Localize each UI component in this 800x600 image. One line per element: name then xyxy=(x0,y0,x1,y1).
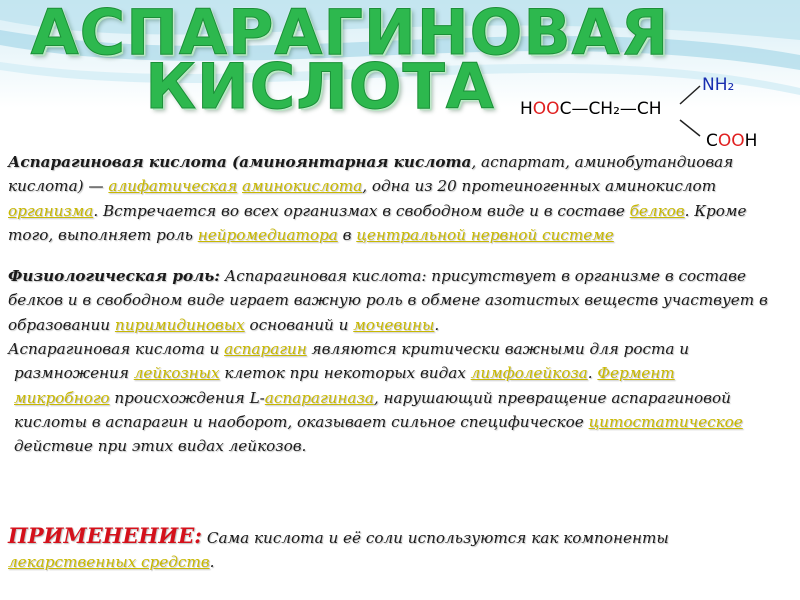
text: Сама кислота и её соли используются как компоненты xyxy=(202,529,669,547)
link-lympholeukemia[interactable]: лимфолейкоза xyxy=(470,364,588,383)
svg-text:COOH xyxy=(706,131,757,151)
formula-oo-left: OO xyxy=(532,99,560,119)
formula-h-right: H xyxy=(744,131,758,151)
link-cytostatic[interactable]: цитостатическое xyxy=(588,412,743,431)
text: Аспарагиновая кислота: присутствует в организме в составе белков и в свободном виде играет важную роль в обмене азотистых веществ участвует в образовании xyxy=(8,267,768,334)
link-amino-acid[interactable]: аминокислота xyxy=(242,177,363,196)
text: . xyxy=(587,364,598,383)
link-asparagine[interactable]: аспарагин xyxy=(224,340,307,359)
effect-paragraph xyxy=(8,434,773,458)
leukemia-paragraph xyxy=(8,361,773,434)
link-neurotransmitter[interactable]: нейромедиатора xyxy=(197,225,338,244)
text: . xyxy=(209,553,215,571)
link-urea[interactable]: мочевины xyxy=(353,315,435,334)
application-section xyxy=(8,524,768,574)
formula-c-left: C xyxy=(559,99,572,119)
text: , нарушающий превращение аспарагиновой кислоты в аспарагин и наоборот, оказывает сильное специфическое xyxy=(14,388,731,431)
formula-h-left: H xyxy=(520,99,533,119)
page-title-line-2: КИСЛОТА xyxy=(145,50,495,123)
svg-text:HOOC—CH₂—CH xyxy=(520,99,662,119)
application-heading: ПРИМЕНЕНИЕ: xyxy=(8,523,203,548)
physiology-paragraph xyxy=(8,264,773,337)
formula-c-right: C xyxy=(706,131,718,151)
text: оснований и xyxy=(244,315,354,334)
asparagine-paragraph xyxy=(8,337,773,361)
text: . xyxy=(434,315,440,334)
text: в xyxy=(337,225,357,244)
text: действие при этих видах лейкозов. xyxy=(14,437,307,456)
text: . Кроме того, выполняет роль xyxy=(8,201,747,244)
formula-nh2: NH₂ xyxy=(702,75,735,95)
physiology-heading: Физиологическая роль: xyxy=(8,267,220,286)
text: клеток при некоторых видах xyxy=(219,364,471,383)
text: . Встречается во всех организмах в свободном виде и в составе xyxy=(93,201,630,220)
link-proteins[interactable]: белков xyxy=(629,201,685,220)
intro-bold: Аспарагиновая кислота (аминоянтарная кислота xyxy=(8,153,472,171)
text: , аспартат, аминобутандиовая кислота) — xyxy=(8,153,734,196)
page-title-line-1: АСПАРАГИНОВАЯ xyxy=(30,0,670,69)
main-content xyxy=(8,150,773,459)
link-pyrimidine[interactable]: пиримидиновых xyxy=(114,315,245,334)
text: размножения xyxy=(14,364,134,383)
formula-oo-right: OO xyxy=(717,131,745,151)
structural-formula xyxy=(520,72,780,152)
text: происхождения L- xyxy=(109,388,265,407)
text: Аспарагиновая кислота и xyxy=(8,340,225,359)
text: являются критически важными для роста и xyxy=(306,340,690,359)
link-organism[interactable]: организма xyxy=(8,201,94,220)
link-medicines[interactable]: лекарственных средств xyxy=(8,553,210,571)
link-cns[interactable]: центральной нервной системе xyxy=(356,225,614,244)
link-leukemic[interactable]: лейкозных xyxy=(133,364,220,383)
link-asparaginase[interactable]: аспарагиназа xyxy=(264,388,374,407)
text: , одна из 20 протеиногенных аминокислот xyxy=(362,177,717,196)
intro-paragraph xyxy=(8,150,773,247)
link-aliphatic[interactable]: алифатическая xyxy=(108,177,238,196)
formula-chain: —CH₂—CH xyxy=(571,99,662,119)
link-microbial-enzyme[interactable]: Фермент микробного xyxy=(14,364,675,407)
